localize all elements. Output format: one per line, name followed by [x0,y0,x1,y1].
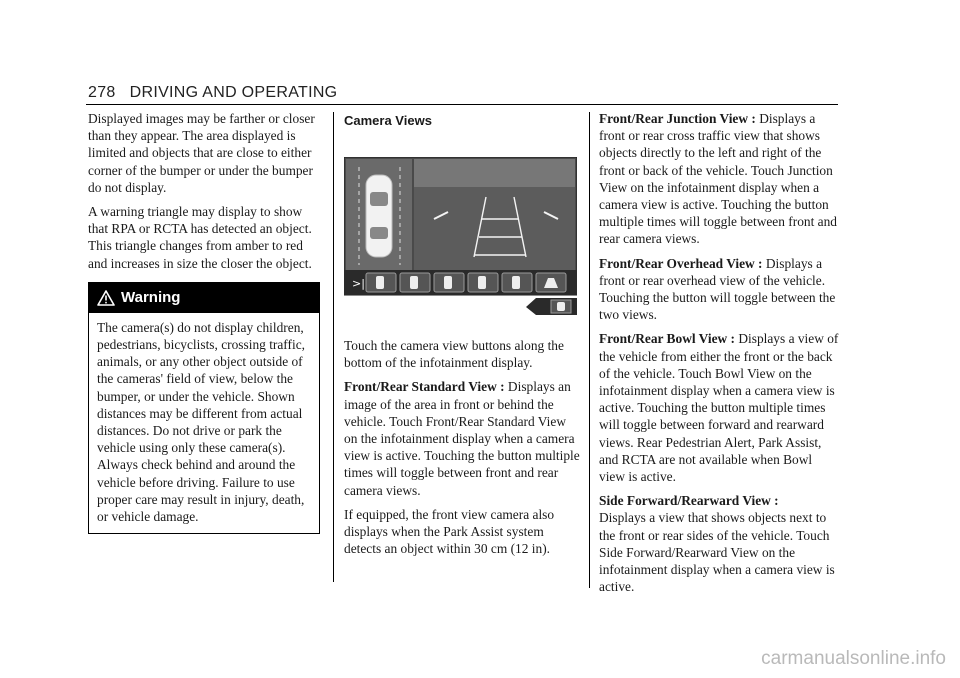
paragraph-front-camera: If equipped, the front view camera also displays when the Park Assist system detects an object within 30 cm (12 in). [344,506,555,557]
paragraph-touch-buttons: Touch the camera view buttons along the bottom of the infotainment display. [344,338,564,371]
term-overhead-view: Front/Rear Overhead View : [599,255,763,271]
paragraph-standard-view [344,378,582,498]
text-overhead-view: Displays a front or rear overhead view of the vehicle. Touching the button will toggle between the two views. [599,255,836,323]
paragraph-warning-triangle: A warning triangle may display to show that RPA or RCTA has detected an object. This triangle changes from amber to red and increases in size the closer the object. [88,204,312,271]
paragraph-junction-view [599,110,841,248]
term-side-view: Side Forward/Rearward View : [599,493,779,509]
warning-triangle-icon [97,290,115,306]
column-2 [344,110,582,564]
paragraph-bowl-view [599,330,841,485]
page-header [88,84,337,102]
camera-views-title: Camera Views [344,113,432,128]
text-bowl-view: Displays a view of the vehicle from either the front or the back of the vehicle. Touch Bowl View on the infotainment display when a camera view is active. Touching the button multiple times will toggle between forward and rearward views. Rear Pedestrian Alert, Park Assist, and RCTA are not available when Bowl view is active. [599,331,839,485]
watermark: carmanualsonline.info [761,648,946,669]
camera-view-illustration [344,157,577,315]
paragraph-overhead-view [599,255,841,324]
term-junction-view: Front/Rear Junction View : [599,111,756,126]
warning-header [89,283,319,313]
column-divider-left [333,112,334,582]
text-side-view: Displays a view that shows objects next to the front or rear sides of the vehicle. Touch Side Forward/Rearward View on the infotainment display when a camera view is active. [599,510,835,595]
infotainment-camera-screen [344,157,577,315]
svg-text:>|: >| [352,277,365,290]
paragraph-display-limits: Displayed images may be farther or closer than they appear. The area displayed is limited and objects that are close to either corner of the bumper or under the bumper do not display. [88,111,315,195]
page-number: 278 [88,84,116,101]
column-3 [599,110,841,602]
column-divider-right [589,112,590,588]
term-standard-view: Front/Rear Standard View : [344,379,505,395]
text-junction-view: Displays a front or rear cross traffic view that shows objects directly to the left and right of the front or back of the vehicle. Touch Junction View on the infotainment display when a camera view is active. Touching the button multiple times will toggle between front and rear camera views. [599,111,838,247]
term-bowl-view: Front/Rear Bowl View : [599,331,735,347]
warning-title: Warning [121,289,181,307]
text-standard-view: Displays an image of the area in front or behind the vehicle. Touch Front/Rear Standard View on the infotainment display when a camera view is active. Touching the button multiple times will toggle between front and rear camera views. [344,379,580,498]
column-1 [88,110,320,534]
section-title: DRIVING AND OPERATING [129,84,338,101]
header-rule [86,104,838,105]
warning-body: The camera(s) do not display children, pedestrians, bicyclists, crossing traffic, animals, or any other object outside of the cameras' field of view, below the bumper, or under the vehicle. Shown distances may be different from actual distances. Do not drive or park the vehicle using only these camera(s). Always check behind and around the vehicle before driving. Failure to use proper care may result in injury, death, or vehicle damage. [97,319,305,525]
paragraph-side-view [599,492,841,595]
warning-box [88,282,320,534]
